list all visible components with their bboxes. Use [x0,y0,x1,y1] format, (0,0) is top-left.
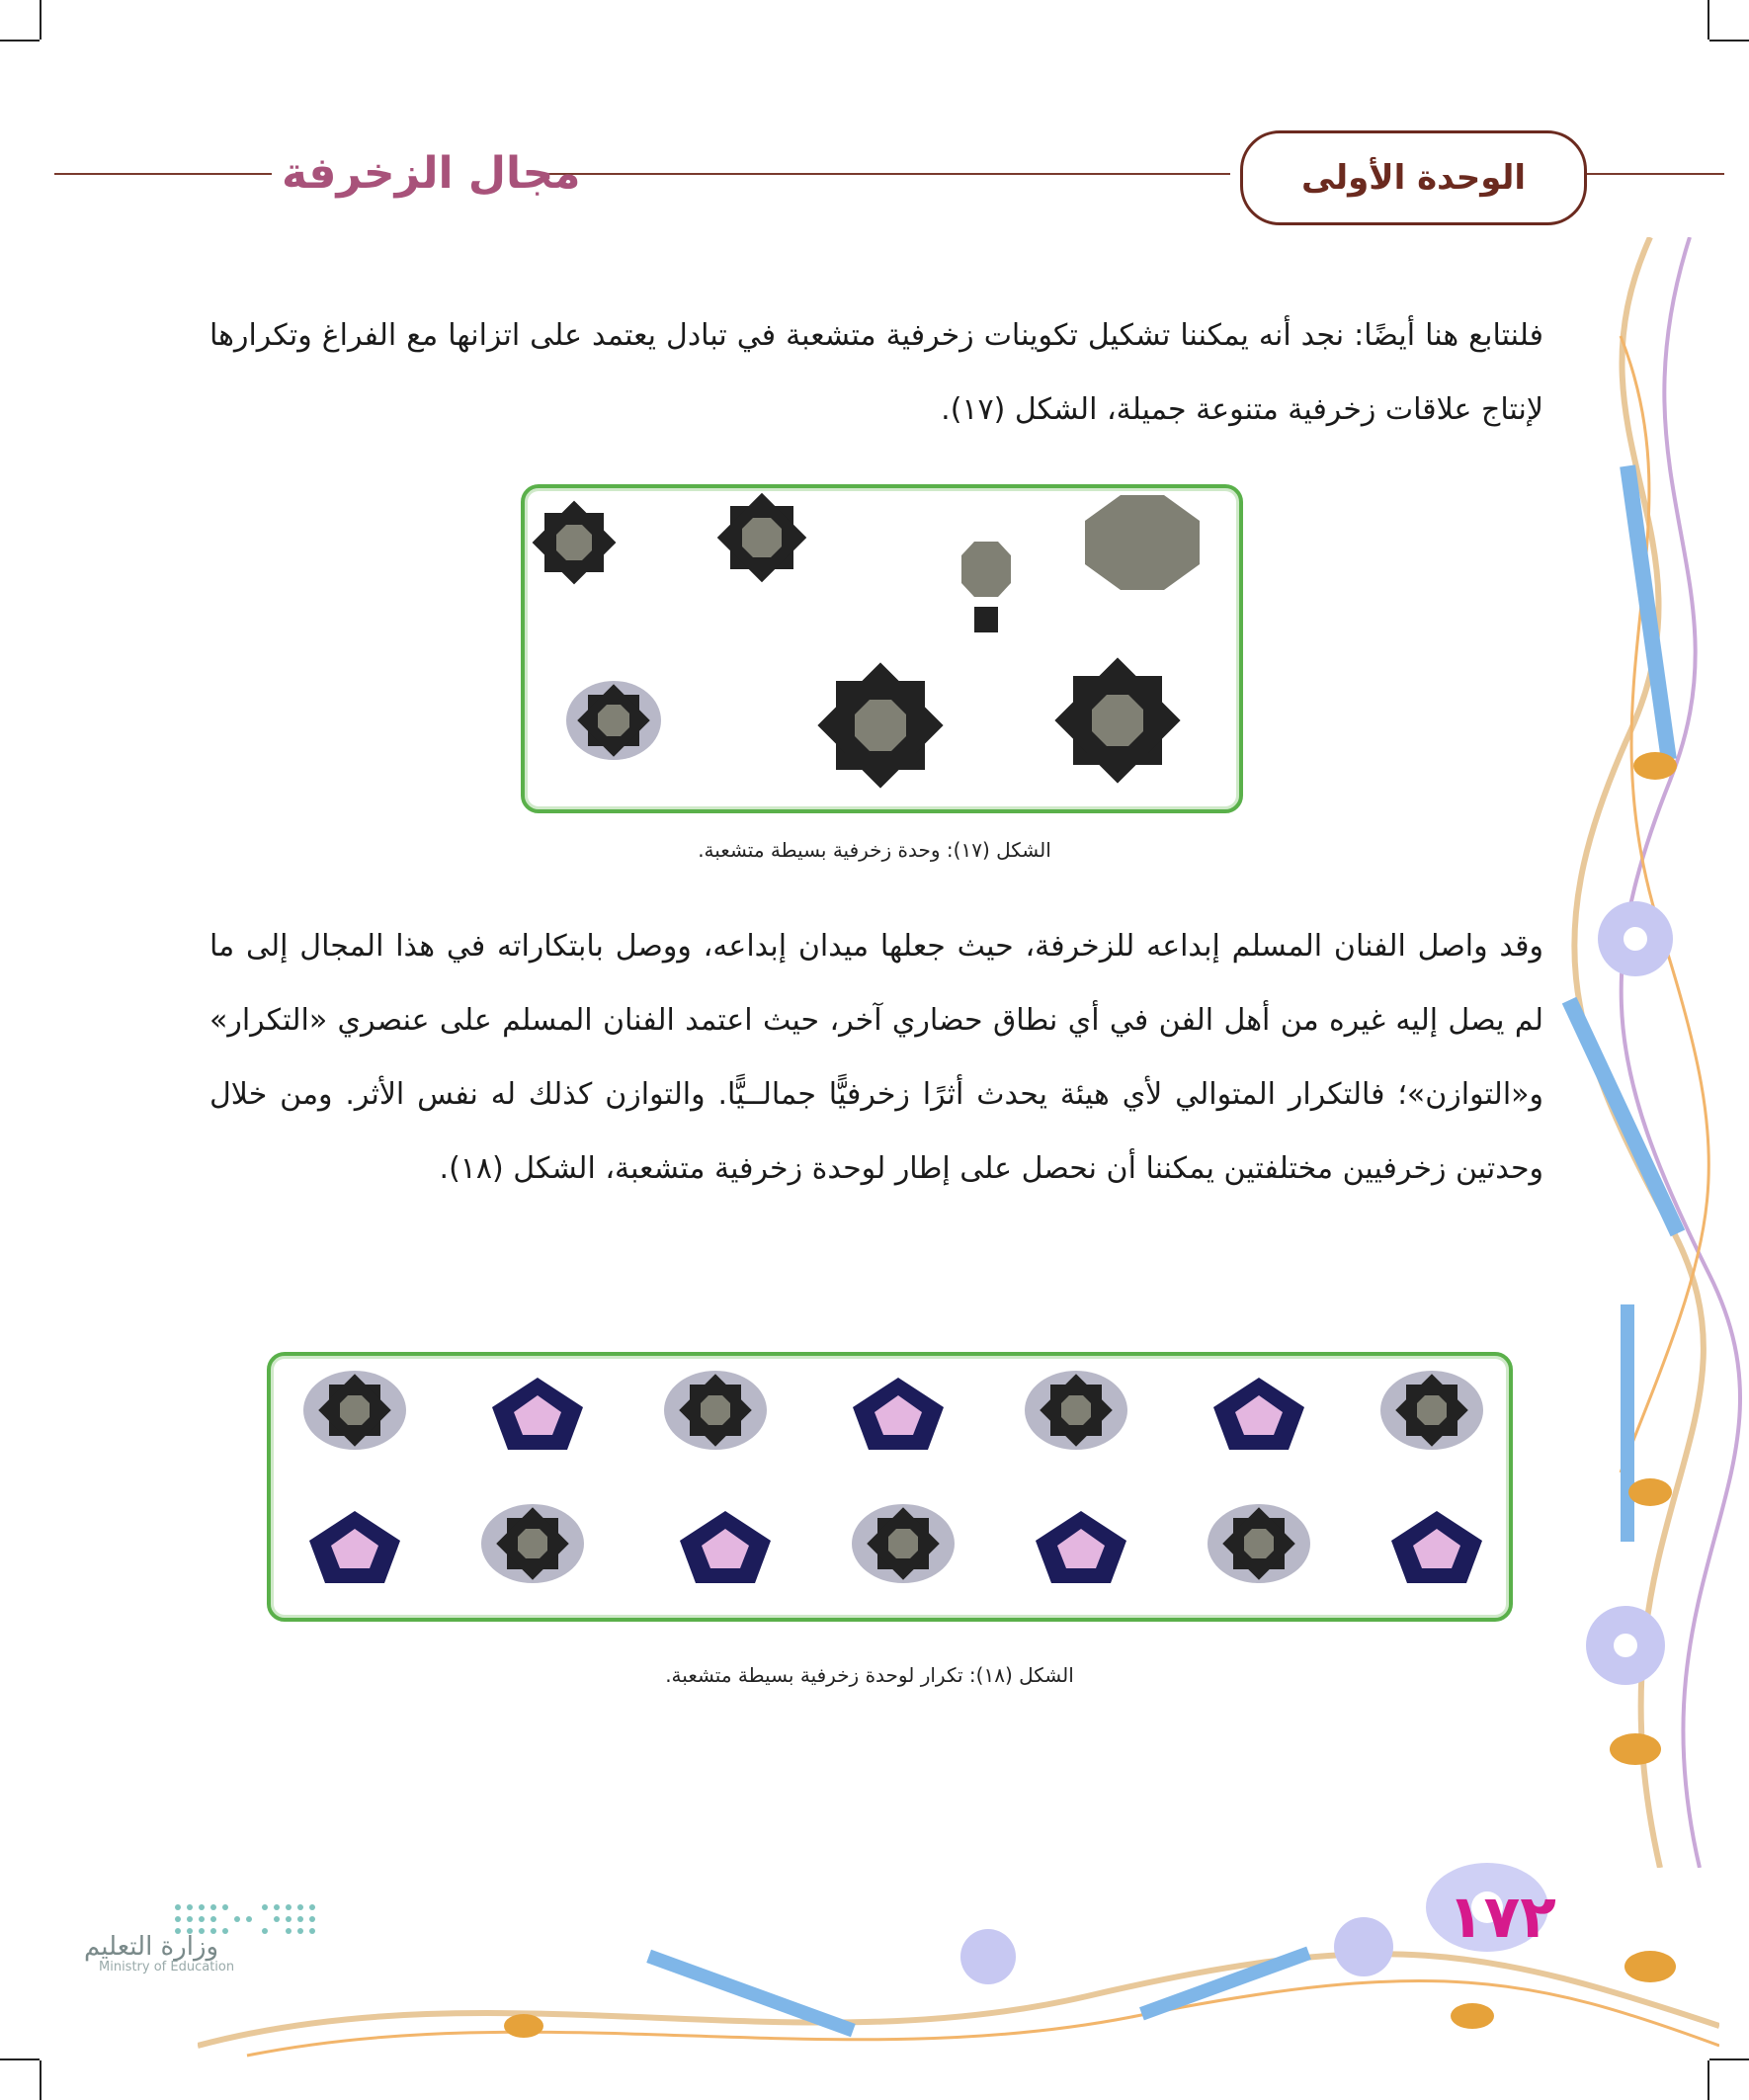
header-rule-middle [548,173,1230,175]
crop-mark [0,2058,40,2060]
ornament-round-icon [852,1504,955,1583]
header-rule-left [54,173,272,175]
figure-18-frame [267,1352,1513,1622]
unit-label: الوحدة الأولى [1300,158,1527,198]
crop-mark [40,2060,42,2100]
ornament-pentagon-icon [1213,1378,1304,1450]
figure-17-frame [521,484,1243,813]
ornament-star-icon [533,501,617,585]
ornament-round-icon [481,1504,584,1583]
decorative-border-icon [1522,237,1749,1868]
crop-mark [0,40,40,42]
ornament-large-star-icon [1054,657,1180,783]
figure-17-caption: الشكل (١٧): وحدة زخرفية بسيطة متشعبة. [698,838,1051,862]
ornament-row-top [303,1371,1483,1450]
ornament-pentagon-icon [309,1511,400,1583]
ornament-octagon-icon [1085,495,1200,590]
page-number: ١٧٢ [1448,1883,1556,1952]
intro-paragraph: فلنتابع هنا أيضًا: نجد أنه يمكننا تشكيل تكوينات زخرفية متشعبة في تبادل يعتمد على اتزانها مع الفراغ وتكرارها لإنتاج علاقات زخرفية متنوعة جميلة، الشكل (١٧). [209,318,1543,427]
ornament-pentagon-icon [680,1511,771,1583]
unit-badge [1240,130,1587,225]
figure-18-ornaments [271,1356,1501,1610]
ornament-pentagon-icon [1036,1511,1126,1583]
ministry-name: وزارة التعليم [84,1932,219,1962]
ornament-round-icon [664,1371,767,1450]
ministry-name-en: Ministry of Education [99,1960,235,1974]
figure-18-caption: الشكل (١٨): تكرار لوحدة زخرفية بسيطة متشعبة. [665,1663,1074,1687]
crop-mark [40,0,42,40]
body-paragraph: وقد واصل الفنان المسلم إبداعه للزخرفة، حيث جعلها ميدان إبداعه، ووصل بابتكاراته في هذا المجال إلى ما لم يصل إليه غيره من أهل الفن في أي نطاق حضاري آخر، حيث اعتمد الفنان المسلم على عنصري «التكرار» و«التوازن»؛ فالتكرار المتوالي لأي هيئة يحدث أثرًا زخرفيًّا جمالــيًّا. والتوازن كذلك له نفس الأثر. ومن خلال وحدتين زخرفيين مختلفتين يمكننا أن نحصل على إطار لوحدة زخرفية متشعبة، الشكل (١٨). [209,929,1543,1186]
ornament-row-bottom [309,1504,1482,1583]
ornament-round-icon [566,681,661,760]
crop-mark [1709,40,1749,42]
crop-mark [1707,2060,1709,2100]
ornament-pentagon-icon [1391,1511,1482,1583]
ornament-round-icon [1380,1371,1483,1450]
ornament-star-icon [717,493,807,583]
ornament-small-octagon-icon [961,542,1011,632]
ornament-round-icon [1208,1504,1310,1583]
page-title: مجال الزخرفة [282,148,581,199]
figure-17-ornaments [525,488,1231,801]
ornament-pentagon-icon [492,1378,583,1450]
ornament-round-icon [1025,1371,1127,1450]
ornament-large-star-icon [817,662,943,788]
crop-mark [1707,0,1709,40]
ornament-pentagon-icon [853,1378,944,1450]
header-rule-right [1586,173,1724,175]
ornament-round-icon [303,1371,406,1450]
